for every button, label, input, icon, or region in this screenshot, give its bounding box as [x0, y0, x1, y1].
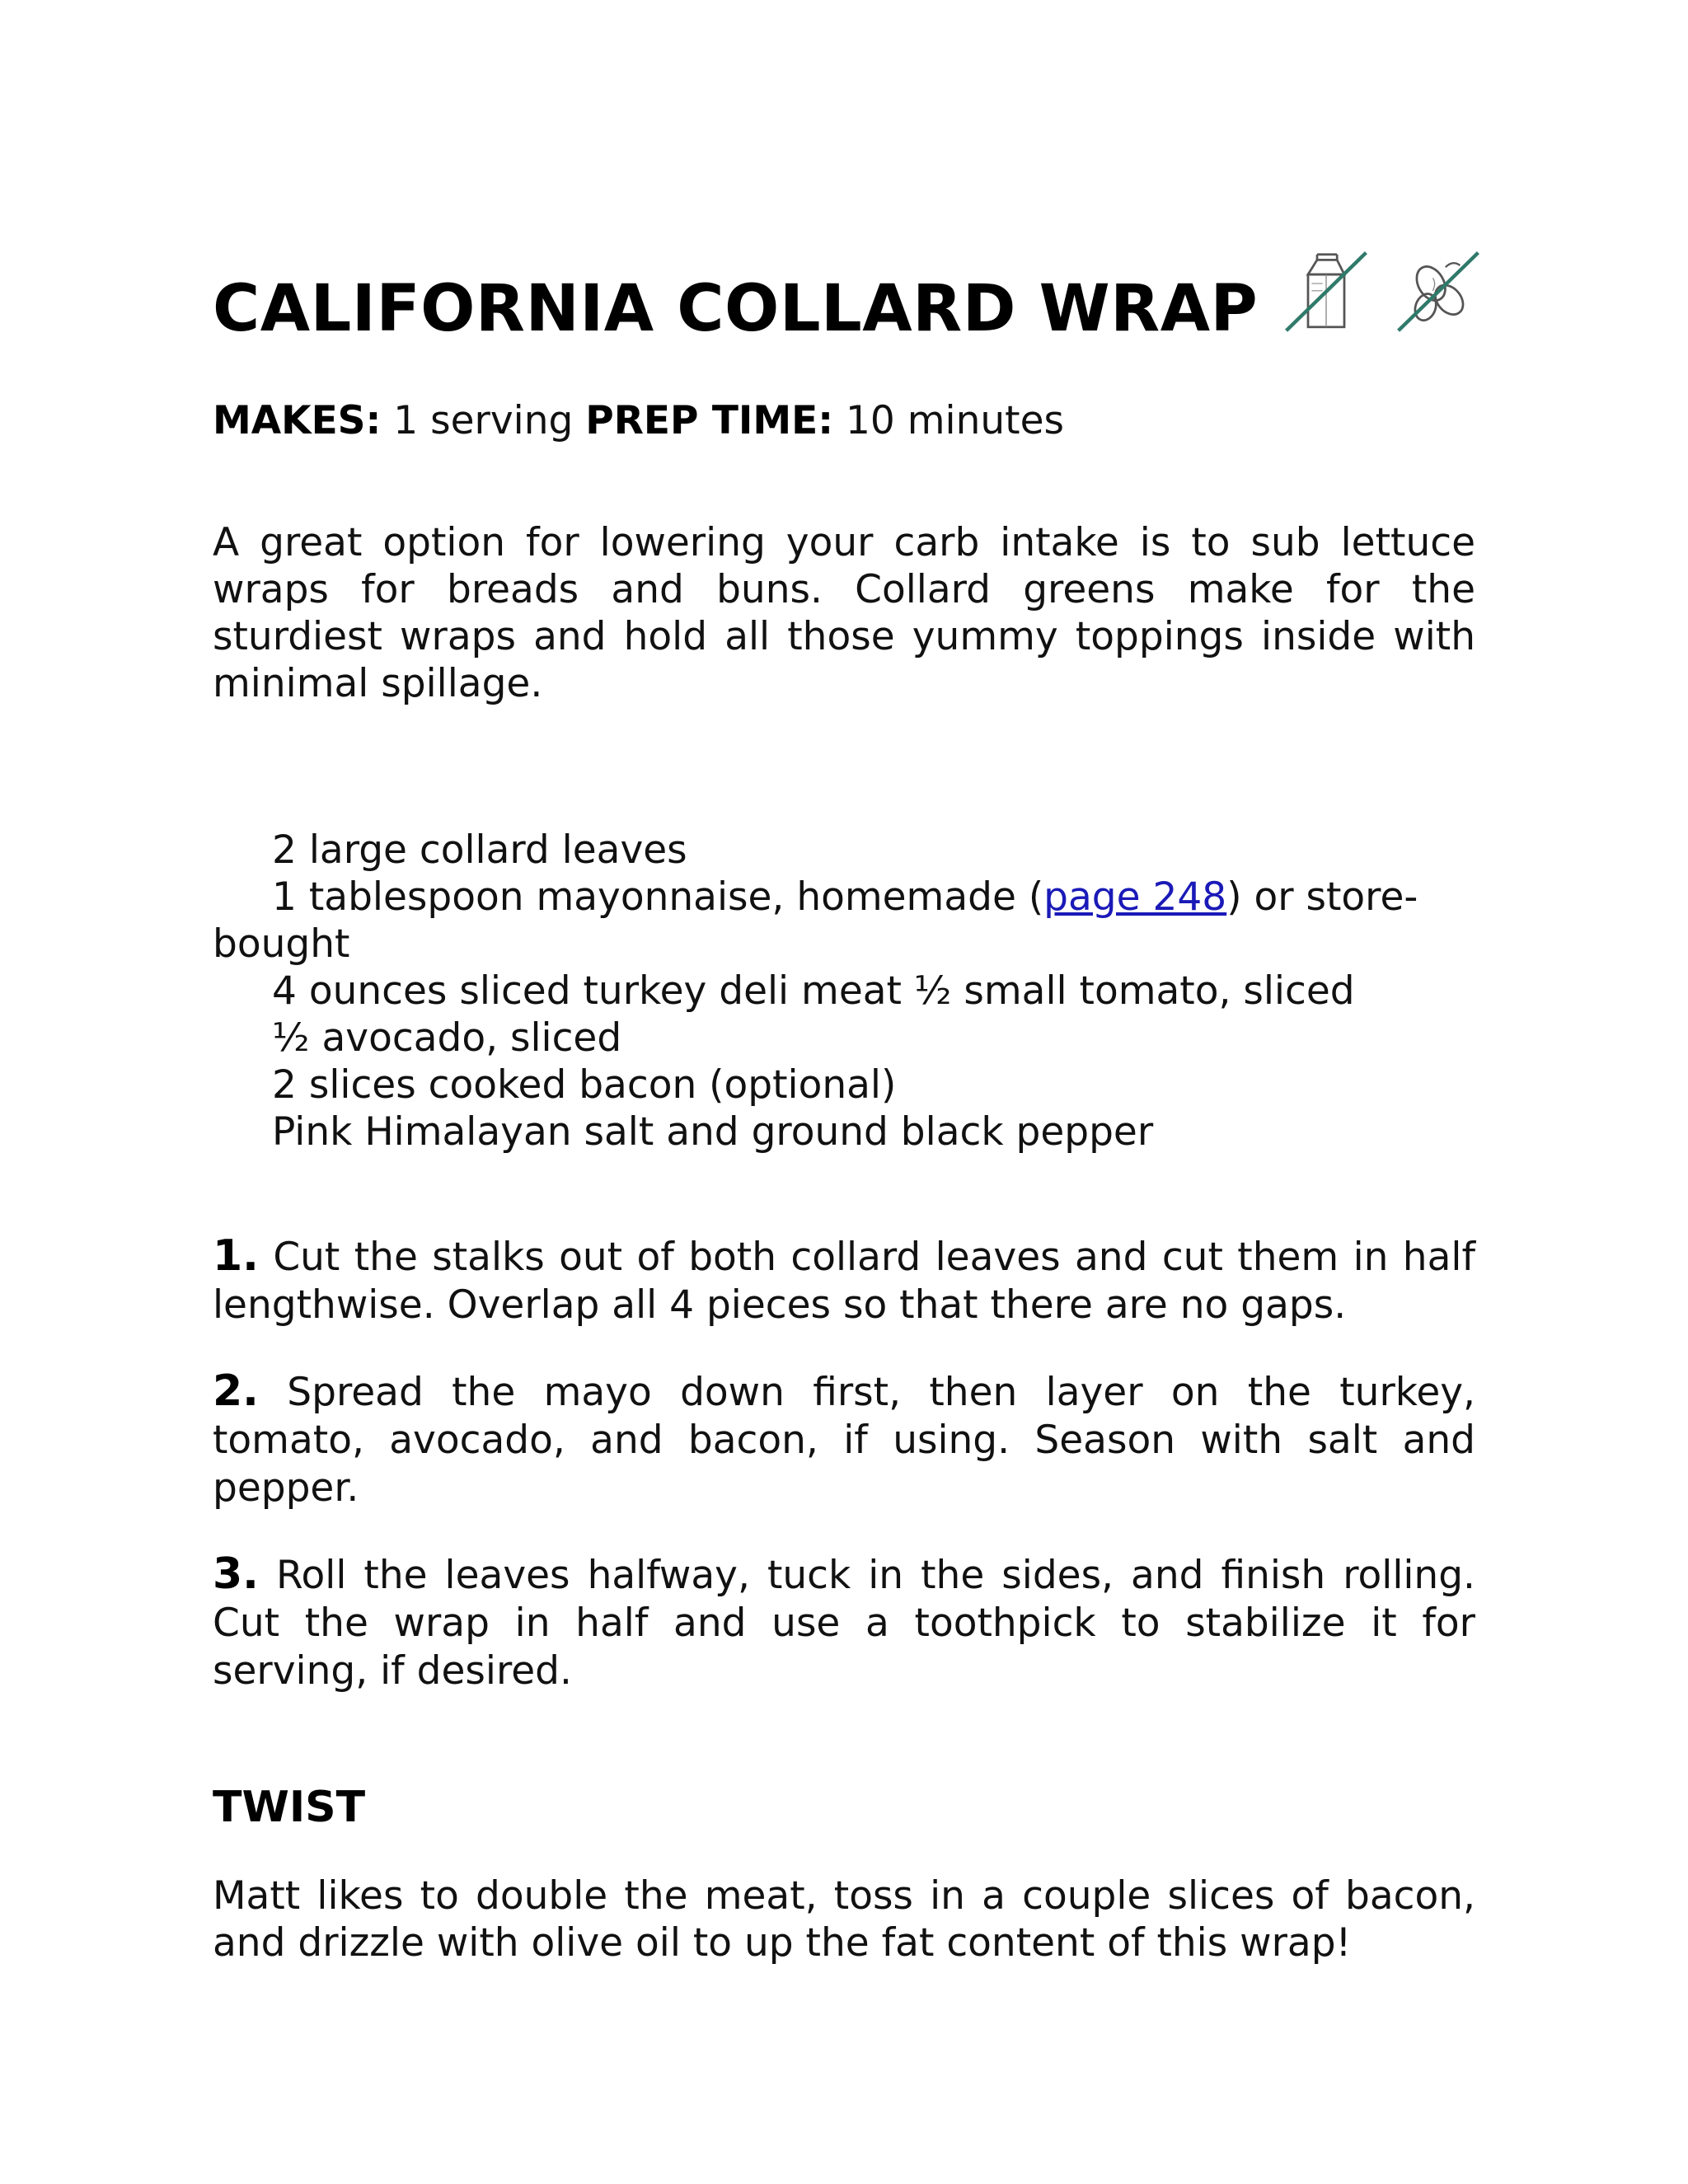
ingredient-item	[213, 874, 1475, 968]
ingredient-item: 4 ounces sliced turkey deli meat ½ small tomato, sliced	[272, 968, 1355, 1014]
recipe-meta	[213, 398, 1064, 444]
ingredient-item: Pink Himalayan salt and ground black pepper	[272, 1109, 1154, 1155]
step-number: 2.	[213, 1366, 259, 1416]
ingredient-item: 2 large collard leaves	[272, 827, 687, 873]
twist-heading: TWIST	[213, 1783, 366, 1832]
step-list	[213, 1232, 1475, 1733]
ingredient-text-after-link: ) or store-bought	[213, 874, 1418, 967]
makes-label: MAKES:	[213, 398, 382, 443]
ingredient-item: 2 slices cooked bacon (optional)	[272, 1062, 897, 1108]
mayonnaise-page-link[interactable]: page 248	[1043, 874, 1227, 920]
ingredient-list	[213, 827, 1475, 1155]
makes-value: 1 serving	[381, 398, 586, 443]
step-text: Roll the leaves halfway, tuck in the sides, and finish rolling. Cut the wrap in half and use a toothpick to stabilize it for serving, if desired.	[213, 1553, 1475, 1694]
ingredient-item: ½ avocado, sliced	[272, 1015, 622, 1061]
twist-text: Matt likes to double the meat, toss in a couple slices of bacon, and drizzle with olive oil to up the fat content of this wrap!	[213, 1873, 1475, 1966]
step-number: 1.	[213, 1231, 259, 1281]
recipe-intro: A great option for lowering your carb intake is to sub lettuce wraps for breads and buns. Collard greens make for the sturdiest wraps and hold all those yummy toppings inside with minimal spillage.	[213, 520, 1475, 706]
recipe-title: CALIFORNIA COLLARD WRAP	[213, 272, 1259, 346]
step-item	[213, 1550, 1475, 1695]
diet-icons	[1281, 247, 1484, 338]
no-nuts-icon	[1393, 247, 1484, 338]
step-item	[213, 1232, 1475, 1329]
ingredient-text: 1 tablespoon mayonnaise, homemade (	[272, 874, 1044, 920]
prep-time-value: 10 minutes	[833, 398, 1064, 443]
no-dairy-icon	[1281, 247, 1372, 338]
title-row	[213, 247, 1475, 354]
step-text: Cut the stalks out of both collard leaves and cut them in half lengthwise. Overlap all 4 pieces so that there are no gaps.	[213, 1235, 1475, 1328]
step-item	[213, 1367, 1475, 1512]
step-text: Spread the mayo down first, then layer on the turkey, tomato, avocado, and bacon, if using. Season with salt and pepper.	[213, 1370, 1475, 1511]
step-number: 3.	[213, 1549, 259, 1599]
prep-time-label: PREP TIME:	[585, 398, 834, 443]
